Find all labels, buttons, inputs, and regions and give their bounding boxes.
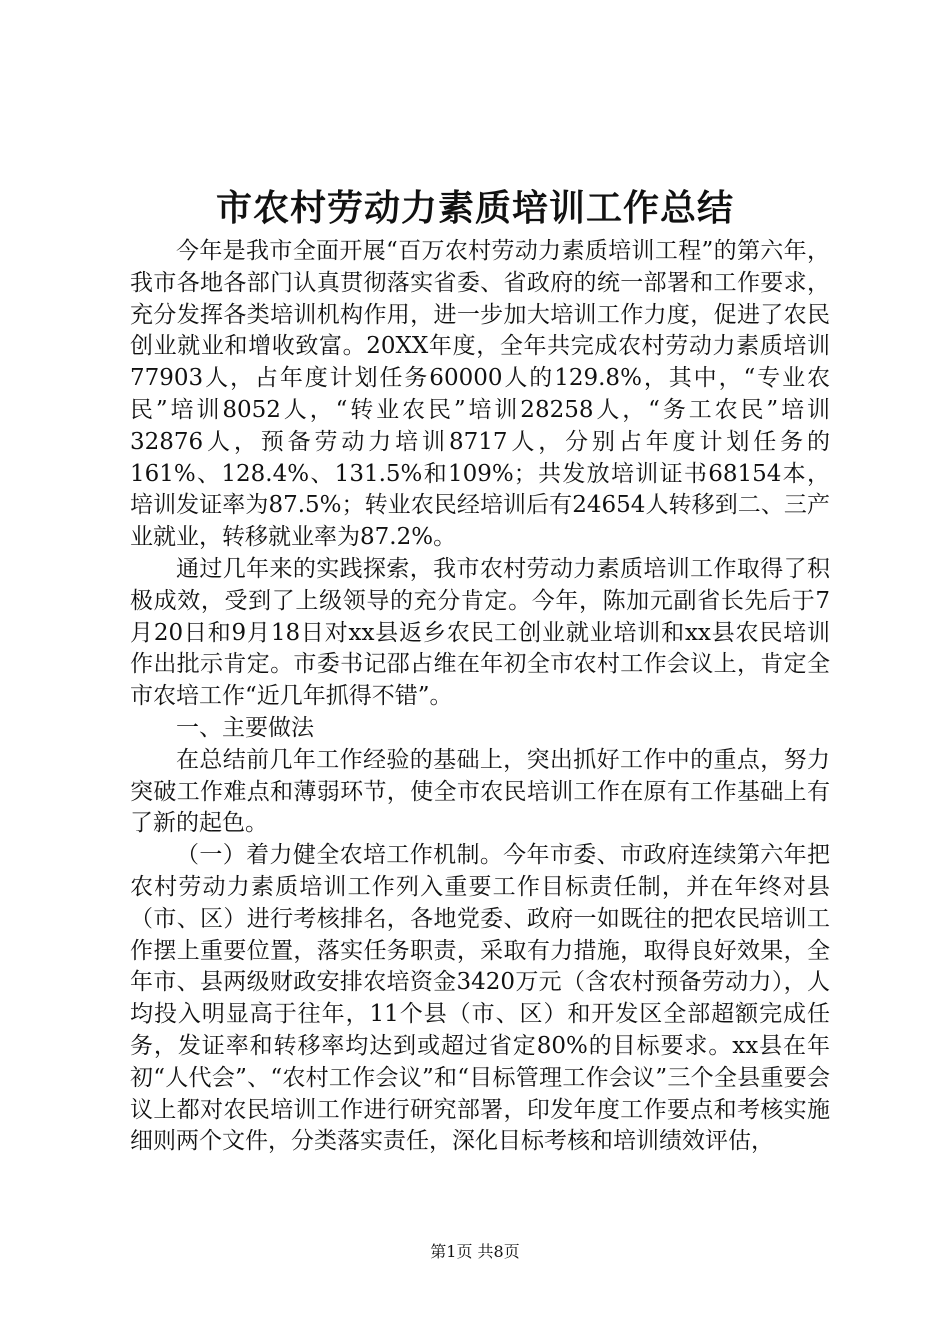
- paragraph-summary: 在总结前几年工作经验的基础上，突出抓好工作中的重点，努力突破工作难点和薄弱环节，使全市农民培训工作在原有工作基础上有了新的起色。: [130, 746, 830, 837]
- document-title: 市农村劳动力素质培训工作总结: [215, 187, 734, 229]
- paragraph-intro: 今年是我市全面开展“百万农村劳动力素质培训工程”的第六年，我市各地各部门认真贯彻落实省委、省政府的统一部署和工作要求，充分发挥各类培训机构作用，进一步加大培训工作力度，促进了农民创业就业和增收致富。20XX年度，全年共完成农村劳动力素质培训77903人，占年度计划任务60000人的129.8%，其中，“专业农民”培训8052人，“转业农民”培训28258人，“务工农民”培训32876人，预备劳动力培训8717人，分别占年度计划任务的161%、128.4%、131.5%和109%；共发放培训证书68154本，培训发证率为87.5%；转业农民经培训后有24654人转移到二、三产业就业，转移就业率为87.2%。: [130, 238, 830, 551]
- page-footer: 第1页 共8页: [430, 1242, 520, 1261]
- paragraph-mechanism: （一）着力健全农培工作机制。今年市委、市政府连续第六年把农村劳动力素质培训工作列入重要工作目标责任制，并在年终对县（市、区）进行考核排名，各地党委、政府一如既往的把农民培训工作摆上重要位置，落实任务职责，采取有力措施，取得良好效果，全年市、县两级财政安排农培资金3420万元（含农村预备劳动力），人均投入明显高于往年，11个县（市、区）和开发区全部超额完成任务，发证率和转移率均达到或超过省定80%的目标要求。xx县在年初“人代会”、“农村工作会议”和“目标管理工作会议”三个全县重要会议上都对农民培训工作进行研究部署，印发年度工作要点和考核实施细则两个文件，分类落实责任，深化目标考核和培训绩效评估，: [130, 842, 830, 1155]
- section-heading-main-practices: 一、主要做法: [176, 714, 314, 741]
- document-body: [130, 236, 830, 1158]
- paragraph-achievements: 通过几年来的实践探索，我市农村劳动力素质培训工作取得了积极成效，受到了上级领导的充分肯定。今年，陈加元副省长先后于7月20日和9月18日对xx县返乡农民工创业就业培训和xx县农民培训作出批示肯定。市委书记邵占维在年初全市农村工作会议上，肯定全市农培工作“近几年抓得不错”。: [130, 555, 830, 710]
